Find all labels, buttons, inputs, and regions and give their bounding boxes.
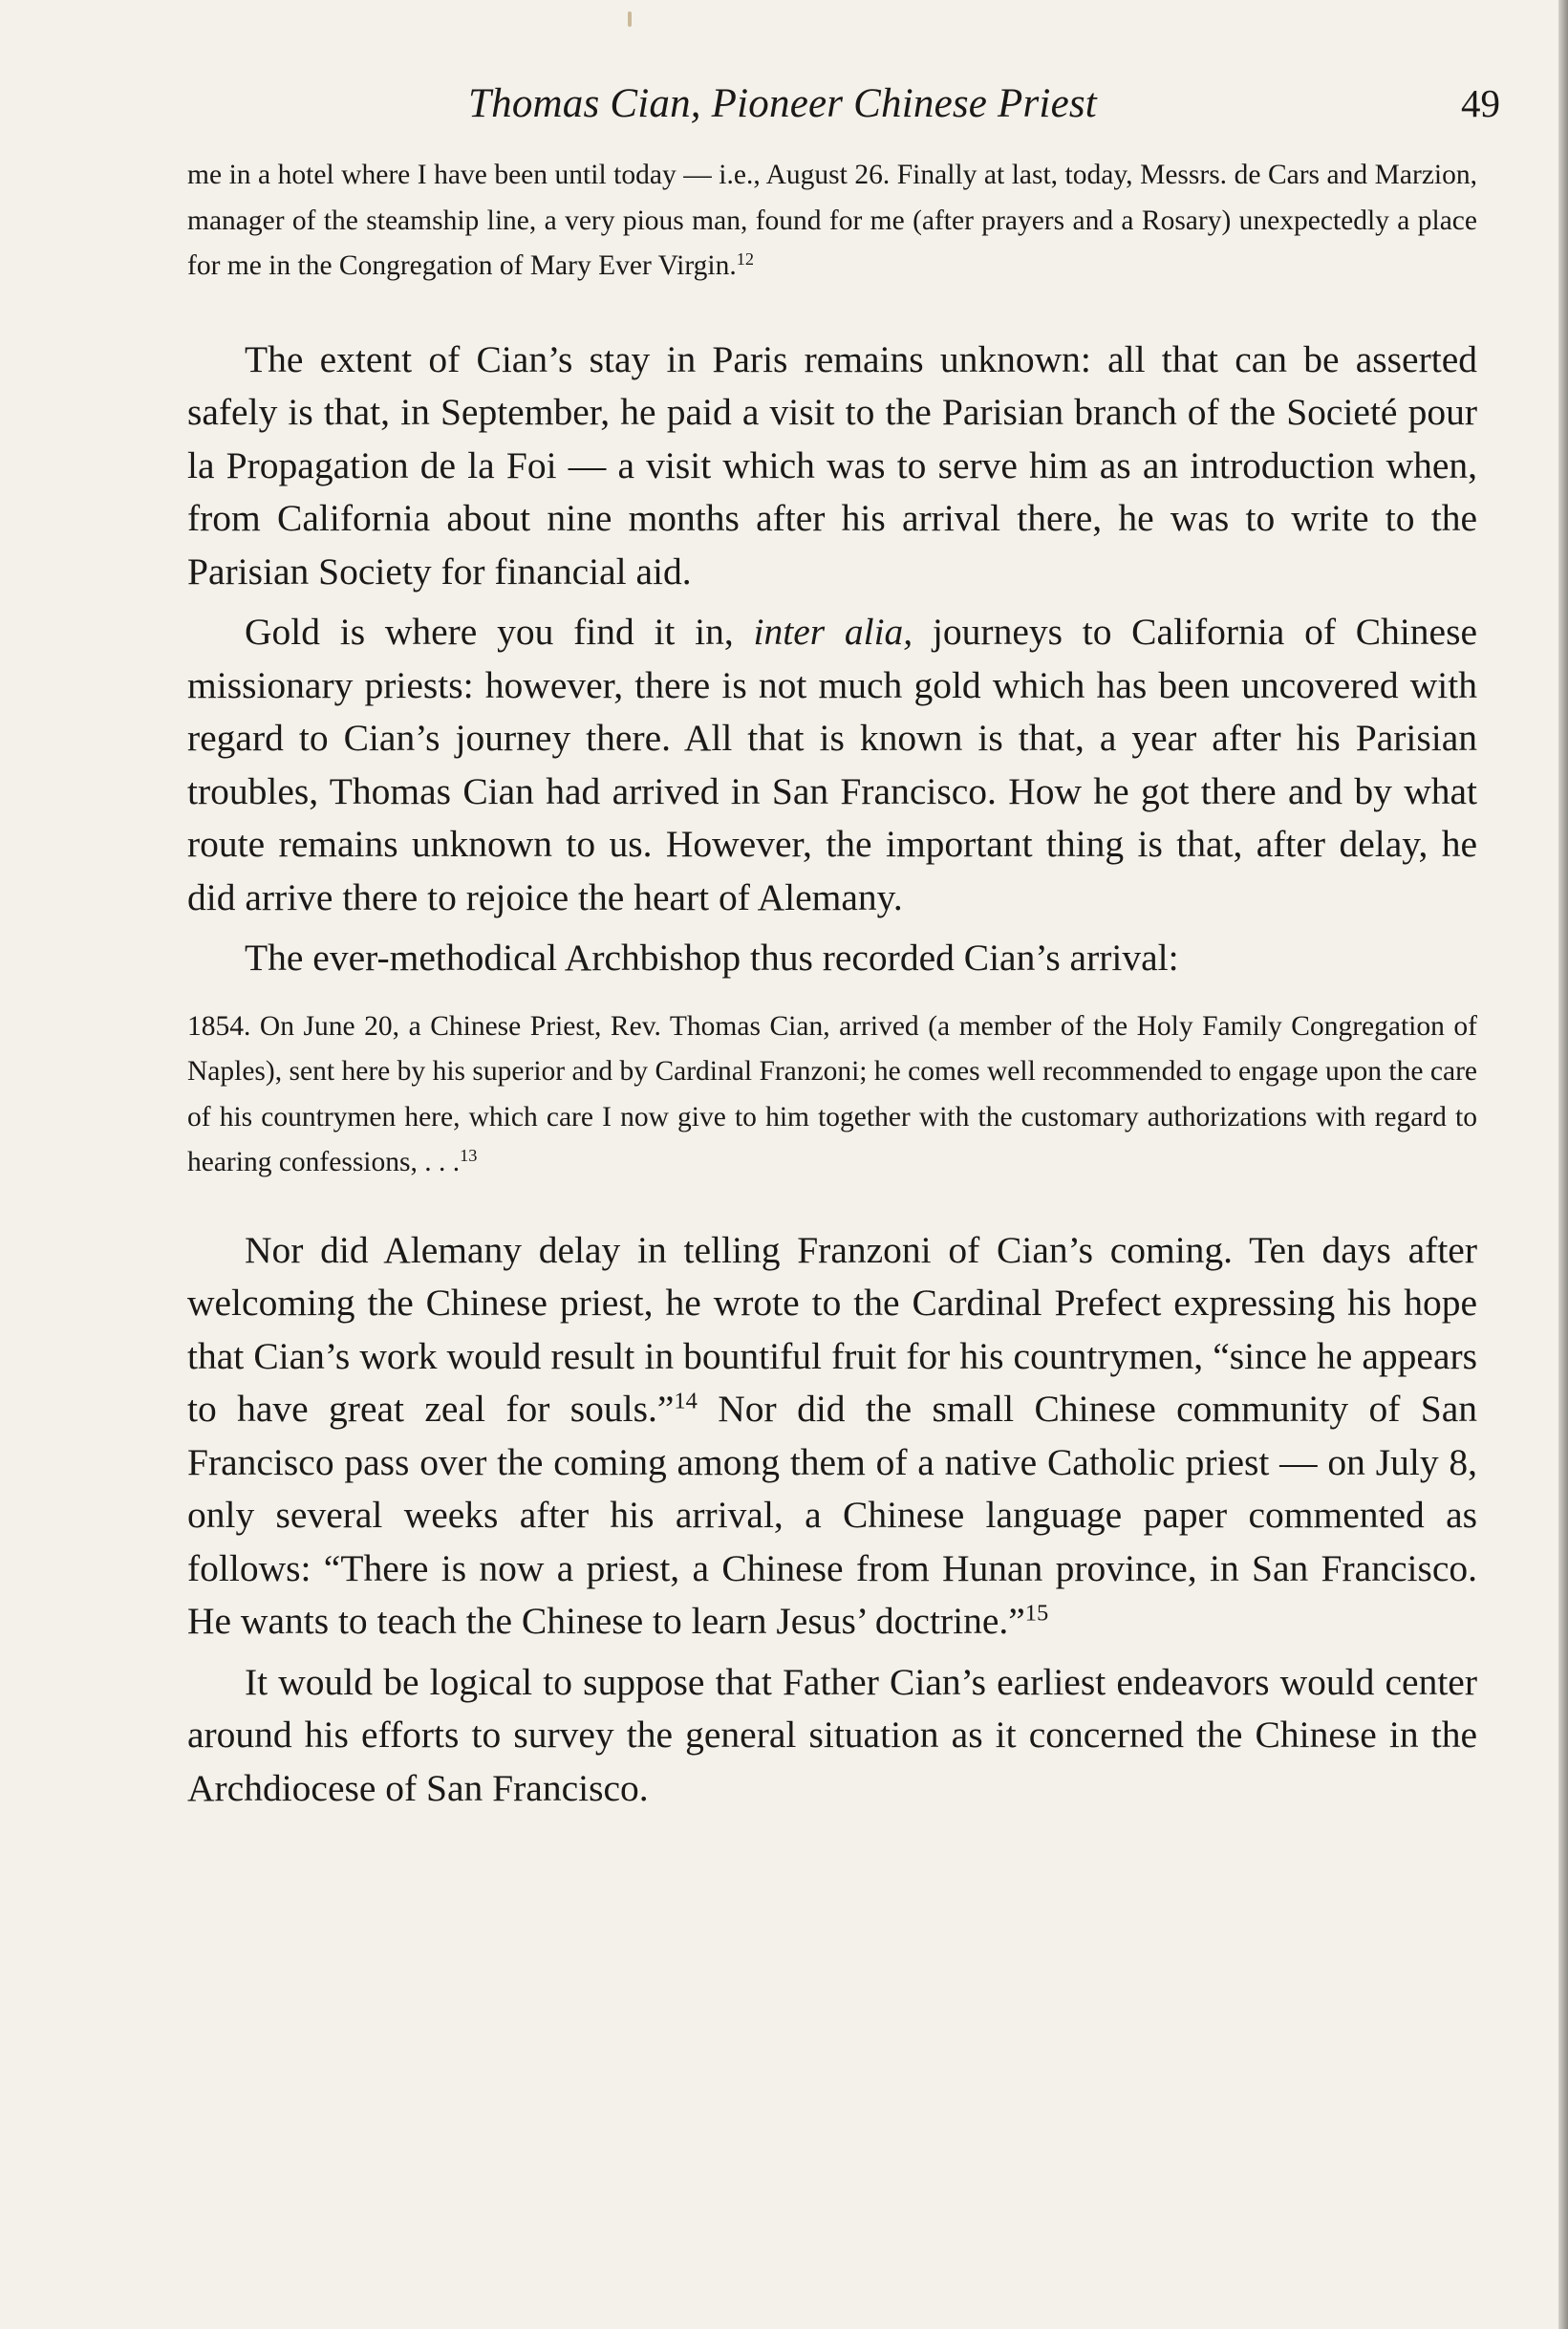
- block-quote-letter-text: me in a hotel where I have been until today — i.e., August 26. Finally at last, today, Messrs. de Cars and Marzion, manager of the steamship line, a very pious man, found for me (after prayers and a Rosary) unexpectedly a place for me in the Congregation of Mary Ever Virgin.: [187, 160, 1477, 281]
- block-quote-diary-text: 1854. On June 20, a Chinese Priest, Rev. Thomas Cian, arrived (a member of the Holy Family Congregation of Naples), sent here by his superior and by Cardinal Franzoni; he comes well recommended to engage upon the care of his countrymen here, which care I now give to him together with the customary authorizations with regard to hearing confessions, . . .: [187, 1010, 1477, 1177]
- running-title: Thomas Cian, Pioneer Chinese Priest: [468, 81, 1097, 126]
- footnote-ref-15: 15: [1024, 1600, 1049, 1627]
- page-edge-shadow: [1558, 0, 1568, 2329]
- paragraph-gold: [187, 606, 1477, 924]
- paragraph-gold-italic: inter alia,: [753, 611, 913, 653]
- paragraph-franzoni: [187, 1224, 1477, 1649]
- block-quote-letter: [187, 153, 1477, 290]
- paper-speck: [628, 11, 632, 27]
- page-number: 49: [1461, 81, 1500, 125]
- paragraph-archbishop-record: The ever-methodical Archbishop thus recorded Cian’s arrival:: [245, 937, 1179, 979]
- block-quote-diary: [187, 1004, 1477, 1186]
- running-header: [182, 80, 1500, 138]
- paragraph-paris-stay: The extent of Cian’s stay in Paris remains unknown: all that can be asserted safely is that, in September, he paid a visit to the Parisian branch of the Societé pour la Propagation de la Foi — a visit which was to serve him as an introduction when, from California about nine months after his arrival there, he was to write to the Parisian Society for financial aid.: [187, 337, 1477, 593]
- paragraph-survey: It would be logical to suppose that Father Cian’s earliest endeavors would center around his efforts to survey the general situation as it concerned the Chinese in the Archdiocese of San Francisco.: [187, 1660, 1477, 1809]
- paragraph-franzoni-text-a: Nor did Alemany delay in telling Franzoni of Cian’s coming. Ten days after welcoming the Chinese priest, he wrote to the Cardinal Prefect expressing his hope that Cian’s work would result in bountiful fruit for his countrymen, “since he appears to have great zeal for souls.”: [187, 1228, 1477, 1430]
- paragraph-franzoni-text-b: Nor did the small Chinese community of San Francisco pass over the coming among them of a native Catholic priest — on July 8, only several weeks after his arrival, a Chinese language paper commented as follows: “There is now a priest, a Chinese from Hunan province, in San Francisco. He wants to teach the Chinese to learn Jesus’ doctrine.”: [187, 1388, 1477, 1642]
- footnote-ref-14: 14: [674, 1388, 698, 1414]
- paragraph-gold-text-a: Gold is where you find it in,: [245, 611, 754, 653]
- page-body: [187, 153, 1477, 1815]
- footnote-ref-13: 13: [460, 1145, 478, 1165]
- paragraph-gold-text-b: journeys to California of Chinese missionary priests: however, there is not much gold which has been uncovered with regard to Cian’s journey there. All that is known is that, a year after his Parisian troubles, Thomas Cian had arrived in San Francisco. How he got there and by what route remains unknown to us. However, the important thing is that, after delay, he did arrive there to rejoice the heart of Alemany.: [187, 611, 1477, 918]
- footnote-ref-12: 12: [736, 248, 754, 269]
